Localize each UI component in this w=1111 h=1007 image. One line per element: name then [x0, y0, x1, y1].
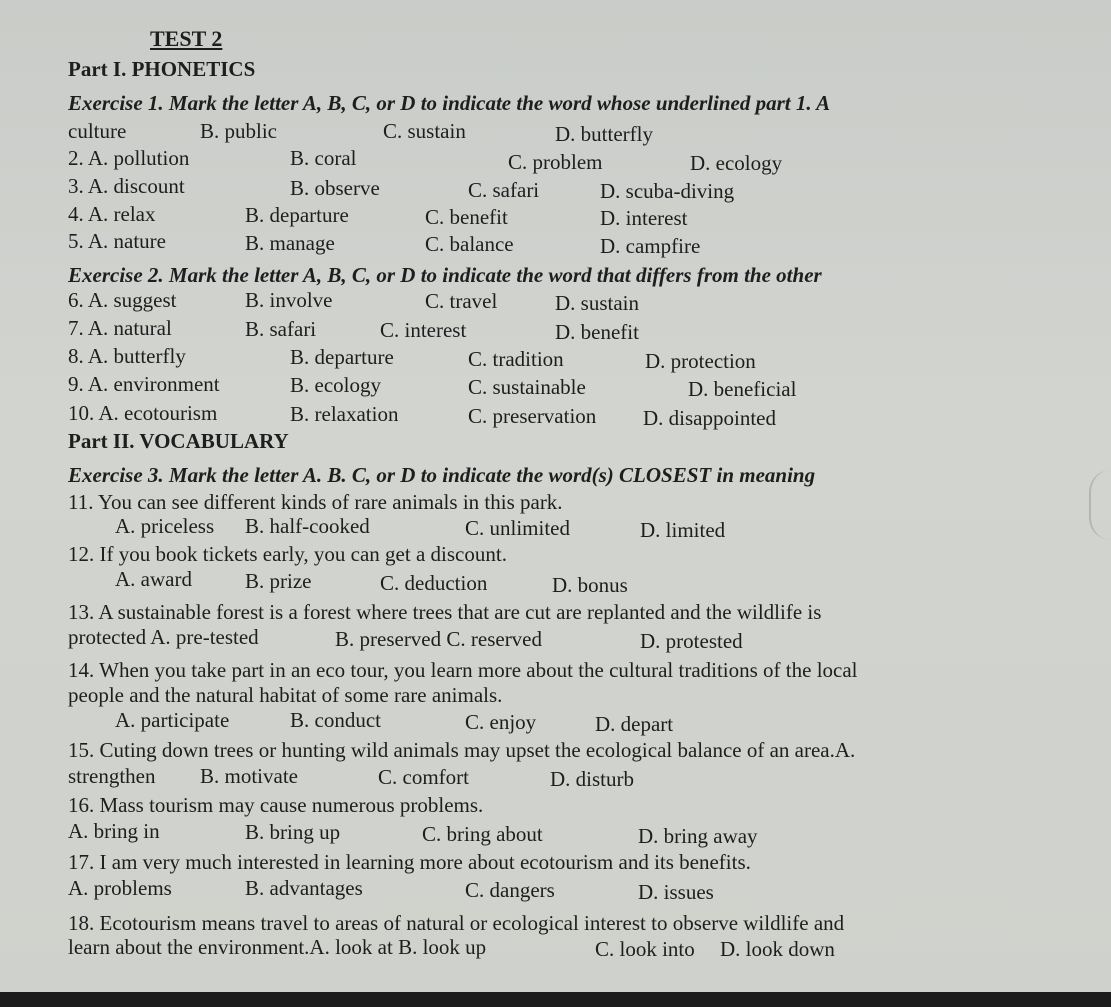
q17-stem: 17. I am very much interested in learning more about ecotourism and its benefits. [68, 850, 751, 874]
q4-option-b: B. departure [245, 203, 349, 227]
q18-option-d: D. look down [720, 937, 835, 961]
exercise1-instruction: Exercise 1. Mark the letter A, B, C, or D to indicate the word whose underlined part 1. A [68, 91, 831, 115]
q8-option-a: 8. A. butterfly [68, 344, 186, 368]
q11-stem: 11. You can see different kinds of rare animals in this park. [68, 490, 563, 514]
q15-option-c: C. comfort [378, 765, 469, 789]
q3-option-c: C. safari [468, 178, 540, 202]
q16-option-c: C. bring about [422, 822, 543, 846]
q1-option-a: culture [68, 119, 127, 143]
page-edge-shadow [1089, 470, 1111, 540]
q10-option-d: D. disappointed [643, 406, 776, 430]
q12-option-c: C. deduction [380, 571, 488, 595]
q10-option-a: 10. A. ecotourism [68, 401, 218, 425]
q12-option-a: A. award [115, 567, 192, 591]
q11-option-d: D. limited [640, 518, 726, 542]
q14-stem: 14. When you take part in an eco tour, you learn more about the cultural traditions of the local [68, 658, 858, 682]
exercise3-instruction: Exercise 3. Mark the letter A. B. C, or D to indicate the word(s) CLOSEST in meaning [68, 463, 816, 487]
part1-heading: Part I. PHONETICS [68, 57, 256, 81]
q5-option-a: 5. A. nature [68, 229, 166, 253]
q17-option-d: D. issues [638, 880, 714, 904]
q7-option-c: C. interest [380, 318, 467, 342]
q16-stem: 16. Mass tourism may cause numerous problems. [68, 793, 484, 817]
q4-option-a: 4. A. relax [68, 202, 156, 226]
q14-option-b: B. conduct [290, 708, 381, 732]
q2-option-b: B. coral [290, 146, 357, 170]
test-title: TEST 2 [150, 26, 223, 51]
q11-option-a: A. priceless [115, 514, 215, 538]
q2-option-d: D. ecology [690, 151, 783, 175]
q14-stem-continued: people and the natural habitat of some rare animals. [68, 683, 503, 707]
q16-option-a: A. bring in [68, 819, 160, 843]
q3-option-a: 3. A. discount [68, 174, 185, 198]
q7-option-a: 7. A. natural [68, 316, 172, 340]
q14-option-c: C. enjoy [465, 710, 537, 734]
q7-option-b: B. safari [245, 317, 317, 341]
part2-heading: Part II. VOCABULARY [68, 429, 289, 453]
bottom-dark-strip [0, 992, 1111, 1007]
q18-stem-continued: learn about the environment.A. look at B. look up [68, 935, 487, 959]
q15-option-d: D. disturb [550, 767, 634, 791]
q14-option-d: D. depart [595, 712, 674, 736]
q15-option-b: B. motivate [200, 764, 298, 788]
q2-option-c: C. problem [508, 150, 603, 174]
q1-option-c: C. sustain [383, 119, 466, 143]
q2-option-a: 2. A. pollution [68, 146, 190, 170]
q17-option-a: A. problems [68, 876, 172, 900]
exercise2-instruction: Exercise 2. Mark the letter A, B, C, or D to indicate the word that differs from the other [68, 263, 822, 287]
q10-option-c: C. preservation [468, 404, 597, 428]
q12-option-d: D. bonus [552, 573, 628, 597]
q8-option-d: D. protection [645, 349, 756, 373]
q16-option-d: D. bring away [638, 824, 758, 848]
q8-option-b: B. departure [290, 345, 394, 369]
q14-option-a: A. participate [115, 708, 230, 732]
q13-stem-continued: protected A. pre-tested [68, 625, 259, 649]
q15-stem: 15. Cuting down trees or hunting wild animals may upset the ecological balance of an area.A. [68, 738, 856, 762]
q5-option-c: C. balance [425, 232, 514, 256]
q7-option-d: D. benefit [555, 320, 639, 344]
q1-option-b: B. public [200, 119, 277, 143]
q13-stem: 13. A sustainable forest is a forest where trees that are cut are replanted and the wildlife is [68, 600, 822, 624]
q9-option-a: 9. A. environment [68, 372, 220, 396]
q9-option-c: C. sustainable [468, 375, 586, 399]
q12-stem: 12. If you book tickets early, you can get a discount. [68, 542, 507, 566]
q6-option-d: D. sustain [555, 291, 639, 315]
q9-option-b: B. ecology [290, 373, 381, 397]
q11-option-c: C. unlimited [465, 516, 570, 540]
q16-option-b: B. bring up [245, 820, 341, 844]
q10-option-b: B. relaxation [290, 402, 399, 426]
q8-option-c: C. tradition [468, 347, 564, 371]
q12-option-b: B. prize [245, 569, 312, 593]
q15-option-a: strengthen [68, 764, 156, 788]
q6-option-a: 6. A. suggest [68, 288, 177, 312]
q5-option-b: B. manage [245, 231, 335, 255]
q5-option-d: D. campfire [600, 234, 701, 258]
q17-option-b: B. advantages [245, 876, 363, 900]
q6-option-b: B. involve [245, 288, 333, 312]
q4-option-d: D. interest [600, 206, 688, 230]
q11-option-b: B. half-cooked [245, 514, 370, 538]
q9-option-d: D. beneficial [688, 377, 797, 401]
q4-option-c: C. benefit [425, 205, 508, 229]
q3-option-d: D. scuba-diving [600, 179, 735, 203]
q13-options-b-c: B. preserved C. reserved [335, 627, 543, 651]
q3-option-b: B. observe [290, 176, 380, 200]
q17-option-c: C. dangers [465, 878, 555, 902]
q1-option-d: D. butterfly [555, 122, 653, 146]
q18-stem: 18. Ecotourism means travel to areas of natural or ecological interest to observe wildlife and [68, 911, 845, 935]
q13-option-d: D. protested [640, 629, 743, 653]
q18-option-c: C. look into [595, 937, 695, 961]
q6-option-c: C. travel [425, 289, 498, 313]
